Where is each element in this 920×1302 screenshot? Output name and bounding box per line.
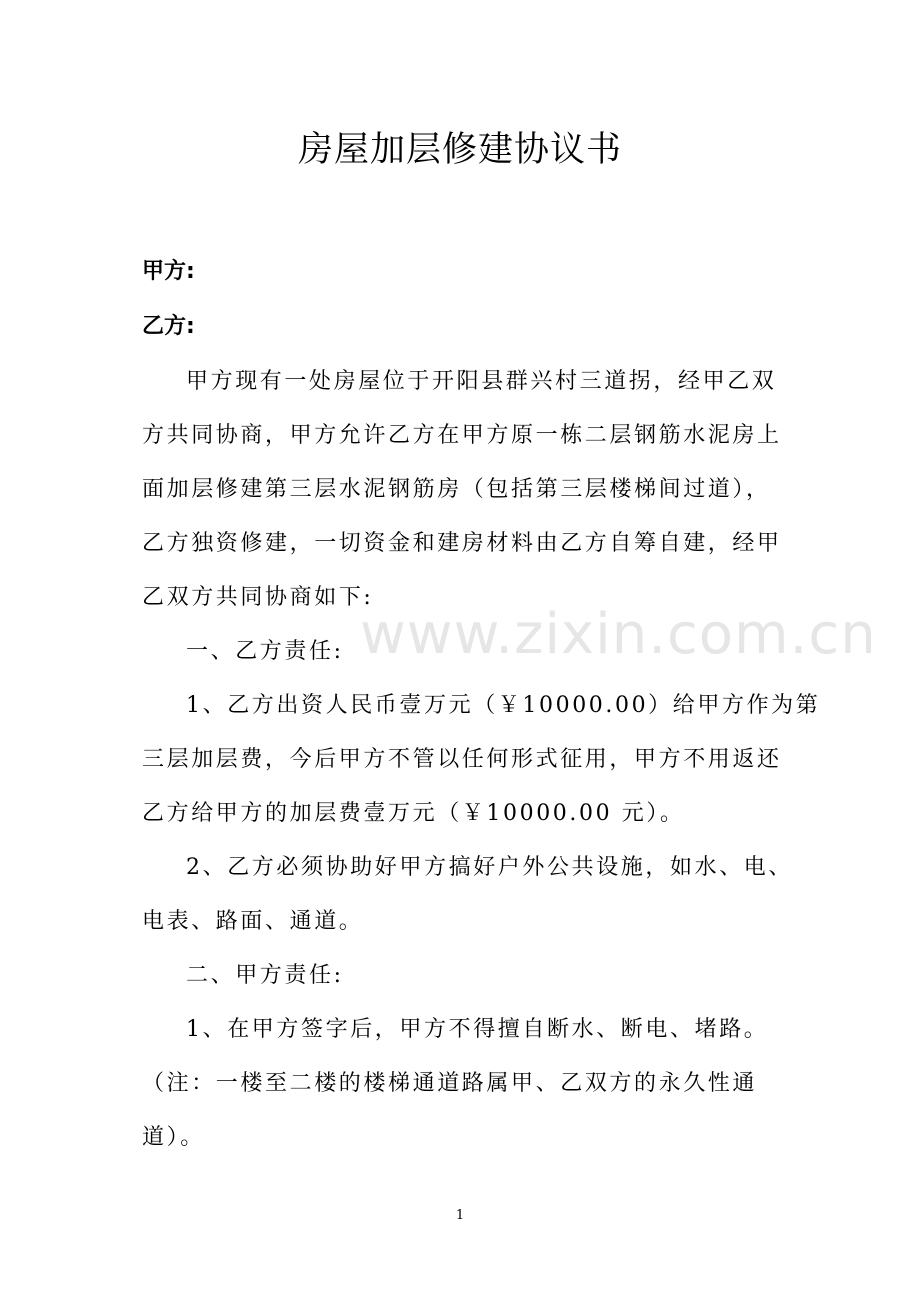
clause-line: 电表、路面、通道。 <box>142 909 364 934</box>
paragraph-line: 方共同协商，甲方允许乙方在甲方原一栋二层钢筋水泥房上 <box>142 423 782 448</box>
clause-line: 三层加层费，今后甲方不管以任何形式征用，甲方不用返还 <box>142 747 782 772</box>
party-a-label: 甲方: <box>142 259 195 284</box>
clause-line: 道）。 <box>142 1125 205 1150</box>
paragraph-line: 面加层修建第三层水泥钢筋房（包括第三层楼梯间过道）， <box>142 477 771 502</box>
clause-line: 1、乙方出资人民币壹万元（￥10000.00）给甲方作为第 <box>186 693 821 718</box>
paragraph-line: 甲方现有一处房屋位于开阳县群兴村三道拐，经甲乙双 <box>186 369 777 394</box>
paragraph-line: 乙双方共同协商如下: <box>142 585 374 610</box>
document-title: 房屋加层修建协议书 <box>297 130 622 170</box>
clause-line: 1、在甲方签字后，甲方不得擅自断水、断电、堵路。 <box>186 1017 769 1042</box>
clause-line: （注：一楼至二楼的楼梯通道路属甲、乙双方的永久性通 <box>142 1071 758 1096</box>
section-heading: 一、乙方责任: <box>186 639 344 664</box>
paragraph-line: 乙方独资修建，一切资金和建房材料由乙方自筹自建，经甲 <box>142 531 782 556</box>
section-heading: 二、甲方责任: <box>186 963 344 988</box>
clause-line: 乙方给甲方的加层费壹万元（￥10000.00 元）。 <box>142 801 685 826</box>
clause-line: 2、乙方必须协助好甲方搞好户外公共设施，如水、电、 <box>186 855 793 880</box>
page-number: 1 <box>455 1208 465 1223</box>
party-b-label: 乙方: <box>142 314 195 339</box>
watermark: www.zixin.com.cn <box>360 602 877 667</box>
